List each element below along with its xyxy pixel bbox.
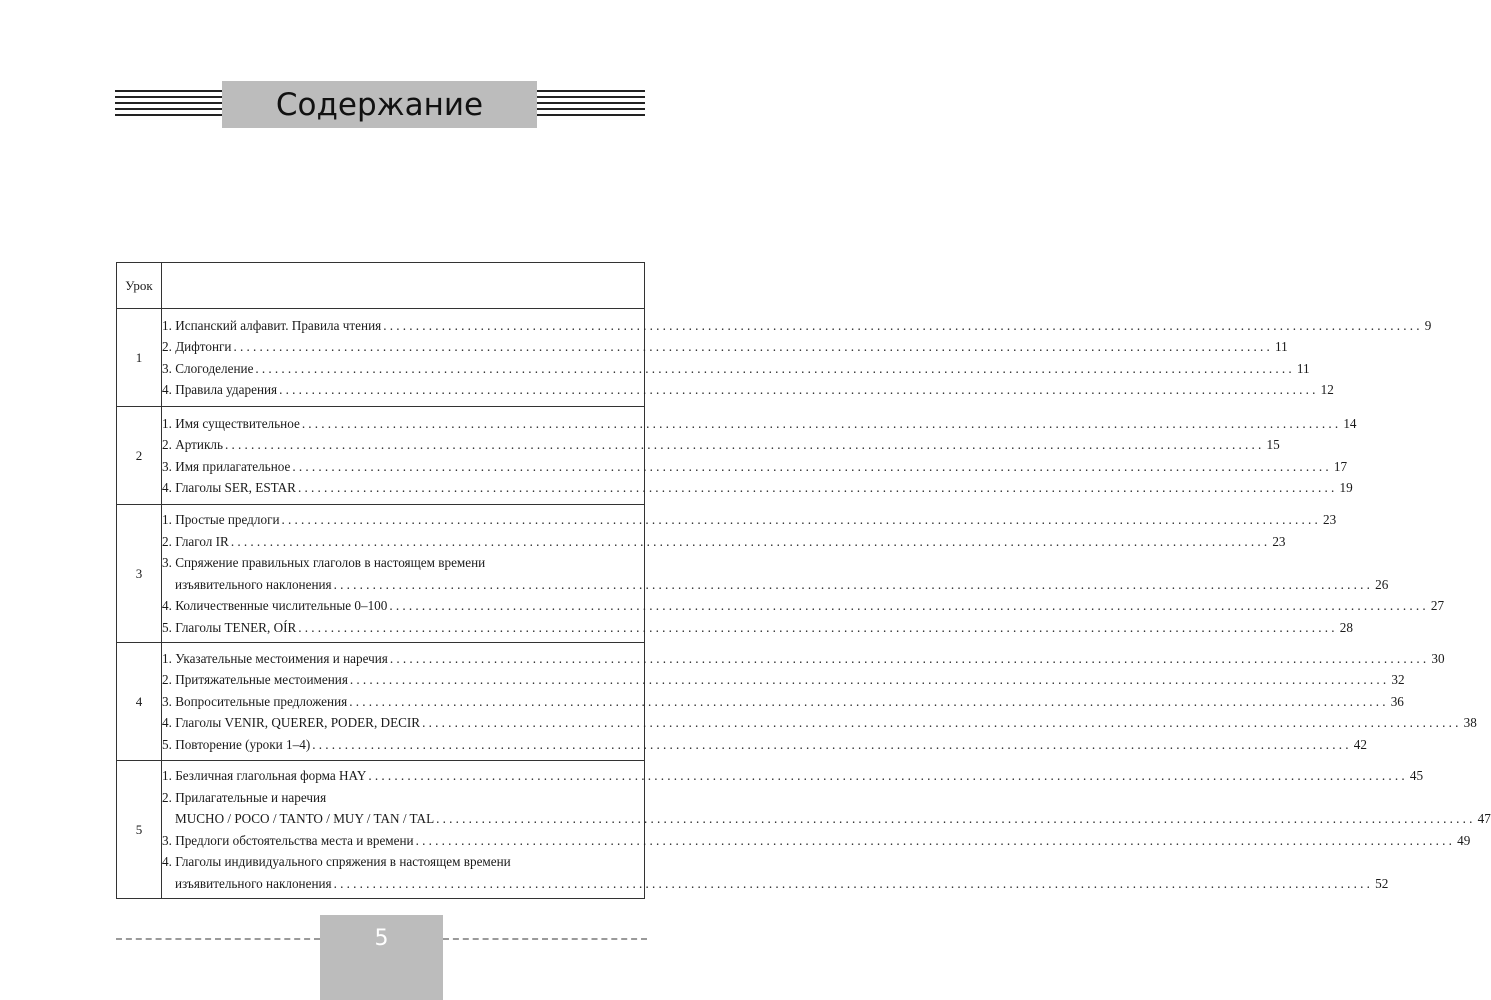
entry-title: 1. Простые предлоги [162, 512, 280, 527]
entry-title: 1. Указательные местоимения и наречия [162, 650, 388, 666]
toc-entry [162, 434, 1280, 456]
dot-leader: ................................................................................................................................................................ [368, 768, 1408, 783]
toc-entry [162, 336, 1288, 358]
entry-page-number: 45 [1409, 768, 1424, 783]
entry-page-number: 23 [1272, 533, 1286, 549]
entry-page-number: 32 [1391, 672, 1405, 688]
dot-leader: ................................................................................................................................................................ [349, 672, 1390, 688]
entry-title: 1. Испанский алфавит. Правила чтения [162, 317, 382, 333]
contents-table [116, 262, 1491, 899]
entry-line [162, 315, 1432, 337]
entry-line [162, 358, 1310, 380]
entry-page-number: 11 [1296, 360, 1310, 376]
entry-line [162, 595, 1445, 617]
entry-page-number: 36 [1390, 693, 1404, 709]
dot-leader: ................................................................................................................................................................ [333, 875, 1374, 891]
entry-page-number: 23 [1323, 512, 1337, 527]
entry-text-line: 2. Прилагательные и наречия [162, 789, 327, 805]
entry-line [162, 648, 1445, 670]
entry-title: 2. Дифтонги [162, 339, 232, 354]
dot-leader: ................................................................................................................................................................ [436, 811, 1476, 826]
entry-title: 3. Предлоги обстоятельства места и времени [162, 832, 414, 848]
entry-page-number: 38 [1463, 715, 1477, 731]
dot-leader: ................................................................................................................................................................ [297, 480, 1338, 495]
dot-leader: ................................................................................................................................................................ [383, 317, 1423, 333]
toc-entry [162, 669, 1405, 691]
entry-title: 4. Глаголы VENIR, QUERER, PODER, DECIR [162, 715, 421, 731]
page-number: 5 [374, 926, 389, 951]
entry-page-number: 17 [1333, 458, 1348, 474]
dot-leader: ................................................................................................................................................................ [281, 512, 1322, 527]
entry-page-number: 9 [1424, 317, 1432, 333]
entry-page-number: 26 [1375, 576, 1389, 592]
entry-line [162, 434, 1280, 456]
header-lesson-cell: Урок [117, 263, 162, 309]
lesson-topics [162, 309, 1432, 407]
toc-entry [162, 595, 1445, 617]
toc-entry [162, 648, 1445, 670]
table-row [117, 505, 645, 643]
toc-entry [162, 691, 1404, 713]
entry-page-number: 11 [1275, 339, 1288, 354]
dot-leader: ................................................................................................................................................................ [233, 339, 1273, 354]
toc-entry [162, 765, 1424, 787]
table-row [117, 643, 645, 761]
entry-title: 4. Правила ударения [162, 382, 278, 397]
toc-entry [162, 830, 1471, 852]
page-header [0, 0, 800, 140]
toc-entry [162, 531, 1286, 553]
entry-title: изъявительного наклонения [175, 576, 332, 592]
entry-line [162, 509, 1337, 531]
dot-leader: ................................................................................................................................................................ [224, 437, 1265, 452]
entry-line [162, 379, 1334, 401]
entry-line [162, 691, 1404, 713]
title-box [222, 81, 537, 128]
entry-page-number: 42 [1353, 736, 1367, 752]
page-number-box [320, 915, 443, 1000]
entry-page-number: 15 [1266, 437, 1280, 452]
header-topic-cell [162, 263, 645, 309]
lesson-number: 4 [117, 643, 162, 761]
toc-entry [162, 734, 1367, 756]
entry-line [162, 734, 1367, 756]
toc-entry [162, 456, 1348, 478]
toc-entry [162, 851, 1389, 894]
entry-title: 2. Притяжательные местоимения [162, 672, 348, 688]
entry-line [162, 830, 1471, 852]
entry-line [162, 531, 1286, 553]
page-title: Содержание [275, 86, 484, 123]
dot-leader: ................................................................................................................................................................ [255, 360, 1295, 376]
entry-line [162, 765, 1424, 787]
table-header-row [117, 263, 645, 309]
entry-title: 4. Количественные числительные 0–100 [162, 598, 388, 613]
entry-page-number: 12 [1320, 382, 1334, 397]
dot-leader: ................................................................................................................................................................ [312, 736, 1352, 752]
toc-entry [162, 509, 1337, 531]
lesson-topics [162, 407, 1357, 505]
lesson-topics [162, 505, 1445, 643]
entry-line [162, 712, 1477, 734]
entry-title: 2. Артикль [162, 437, 223, 452]
entry-line [162, 617, 1353, 639]
lesson-number: 3 [117, 505, 162, 643]
entry-title: 5. Глаголы TENER, OÍR [162, 619, 297, 635]
dot-leader: ................................................................................................................................................................ [279, 382, 1319, 397]
decorative-stripes-left [115, 90, 222, 119]
dot-leader: ................................................................................................................................................................ [415, 832, 1456, 848]
dot-leader: ................................................................................................................................................................ [333, 576, 1374, 592]
entry-page-number: 30 [1431, 650, 1445, 666]
entry-title: 3. Имя прилагательное [162, 458, 291, 474]
entry-title: 3. Слогоделение [162, 360, 254, 376]
entry-text-line: 3. Спряжение правильных глаголов в настоящем времени [162, 555, 486, 570]
toc-entry [162, 712, 1477, 734]
entry-page-number: 14 [1343, 415, 1357, 431]
toc-entry [162, 477, 1353, 499]
entry-line [162, 477, 1353, 499]
lesson-topics [162, 761, 1491, 899]
entry-line [162, 413, 1357, 435]
entry-title: 2. Глагол IR [162, 533, 229, 549]
entry-page-number: 19 [1339, 480, 1353, 495]
entry-line [162, 808, 1491, 830]
toc-entry [162, 617, 1353, 639]
entry-title: 1. Безличная глагольная форма HAY [162, 768, 367, 783]
toc-entry [162, 358, 1310, 380]
toc-entry [162, 413, 1357, 435]
lesson-number: 1 [117, 309, 162, 407]
dot-leader: ................................................................................................................................................................ [349, 693, 1389, 709]
toc-entry [162, 379, 1334, 401]
dot-leader: ................................................................................................................................................................ [301, 415, 1342, 431]
dot-leader: ................................................................................................................................................................ [389, 598, 1429, 613]
entry-title: изъявительного наклонения [175, 875, 332, 891]
entry-title: MUCHO / POCO / TANTO / MUY / TAN / TAL [175, 811, 435, 826]
entry-title: 3. Вопросительные предложения [162, 693, 348, 709]
entry-line [162, 669, 1405, 691]
entry-line [162, 456, 1348, 478]
entry-line [162, 336, 1288, 358]
table-row [117, 309, 645, 407]
entry-page-number: 27 [1430, 598, 1445, 613]
footer-dashed-line-right [443, 938, 647, 940]
entry-line [162, 873, 1389, 895]
lesson-number: 5 [117, 761, 162, 899]
table-row [117, 407, 645, 505]
table-row [117, 761, 645, 899]
entry-page-number: 52 [1375, 875, 1389, 891]
entry-title: 5. Повторение (уроки 1–4) [162, 736, 311, 752]
dot-leader: ................................................................................................................................................................ [298, 619, 1338, 635]
dot-leader: ................................................................................................................................................................ [422, 715, 1462, 731]
entry-line [162, 574, 1389, 596]
entry-text-line: 4. Глаголы индивидуального спряжения в настоящем времени [162, 854, 511, 869]
toc-entry [162, 787, 1491, 830]
entry-page-number: 28 [1339, 619, 1353, 635]
toc-entry [162, 315, 1432, 337]
entry-title: 4. Глаголы SER, ESTAR [162, 480, 296, 495]
dot-leader: ................................................................................................................................................................ [389, 650, 1430, 666]
decorative-stripes-right [537, 90, 645, 119]
lesson-number: 2 [117, 407, 162, 505]
entry-page-number: 47 [1477, 811, 1491, 826]
toc-entry [162, 552, 1389, 595]
entry-page-number: 49 [1457, 832, 1471, 848]
lesson-topics [162, 643, 1477, 761]
entry-title: 1. Имя существительное [162, 415, 300, 431]
footer-dashed-line-left [116, 938, 320, 940]
dot-leader: ................................................................................................................................................................ [292, 458, 1332, 474]
dot-leader: ................................................................................................................................................................ [230, 533, 1271, 549]
